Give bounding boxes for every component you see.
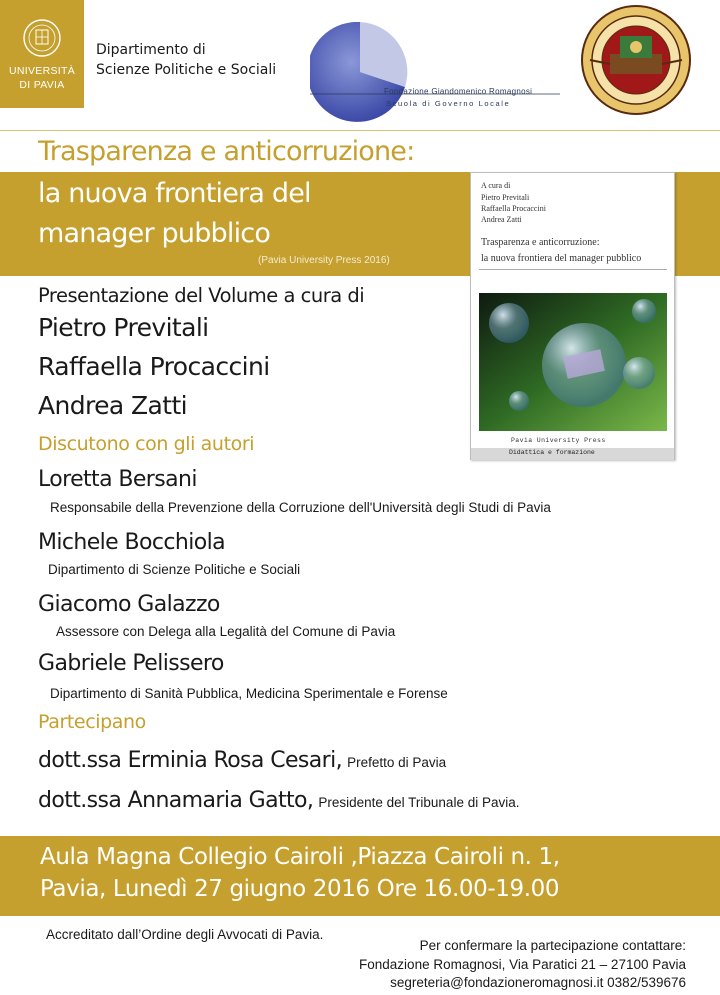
participant-role: Presidente del Tribunale di Pavia.: [318, 795, 520, 810]
venue-location: Aula Magna Collegio Cairoli ,Piazza Cairoli n. 1,: [40, 844, 560, 870]
participant-entry: [38, 788, 519, 813]
university-name-line2: DI PAVIA: [19, 79, 65, 91]
foundation-subtitle: Scuola di Governo Locale: [386, 99, 511, 108]
author-name: Andrea Zatti: [38, 391, 187, 420]
soap-bubble-banknote-image-icon: [479, 293, 667, 431]
book-author-1: Pietro Previtali: [481, 193, 530, 202]
book-title-line1: Trasparenza e anticorruzione:: [481, 237, 600, 248]
collegio-cairoli-seal-icon: [580, 4, 692, 116]
discussant-name: Gabriele Pelissero: [38, 651, 224, 676]
participants-heading: Partecipano: [38, 711, 146, 733]
department-line1: Dipartimento di: [96, 42, 206, 58]
book-divider: [479, 269, 667, 270]
publisher-note: (Pavia University Press 2016): [258, 255, 390, 266]
book-author-3: Andrea Zatti: [481, 215, 522, 224]
event-title-line1: Trasparenza e anticorruzione:: [38, 136, 415, 167]
participant-name: dott.ssa Erminia Rosa Cesari,: [38, 748, 342, 773]
contact-address: Fondazione Romagnosi, Via Paratici 21 – 27100 Pavia: [359, 957, 686, 972]
book-curator-label: A cura di: [481, 181, 511, 190]
participant-entry: [38, 748, 446, 773]
discussant-name: Loretta Bersani: [38, 467, 197, 492]
discussant-role: Assessore con Delega alla Legalità del Comune di Pavia: [56, 624, 396, 639]
university-crest-icon: [22, 18, 62, 58]
event-title-line3: manager pubblico: [38, 218, 271, 249]
contact-email-phone[interactable]: segreteria@fondazioneromagnosi.it 0382/539676: [390, 975, 686, 990]
book-author-2: Raffaella Procaccini: [481, 204, 546, 213]
discussants-heading: Discutono con gli autori: [38, 433, 255, 455]
header-divider: [0, 130, 720, 131]
presentation-intro: Presentazione del Volume a cura di: [38, 284, 365, 307]
book-cover: [470, 172, 675, 460]
foundation-name: Fondazione Giandomenico Romagnosi: [384, 87, 533, 96]
department-name: [96, 40, 276, 80]
book-series: Didattica e formazione: [509, 449, 595, 456]
confirm-instructions: Per confermare la partecipazione contattare:: [419, 938, 686, 953]
department-line2: Scienze Politiche e Sociali: [96, 62, 277, 78]
discussant-name: Giacomo Galazzo: [38, 592, 220, 617]
discussant-role: Dipartimento di Sanità Pubblica, Medicina Sperimentale e Forense: [50, 686, 448, 701]
discussant-role: Dipartimento di Scienze Politiche e Sociali: [48, 562, 301, 577]
author-name: Raffaella Procaccini: [38, 352, 270, 381]
discussant-name: Michele Bocchiola: [38, 530, 225, 555]
author-name: Pietro Previtali: [38, 313, 209, 342]
accreditation-note: Accreditato dall’Ordine degli Avvocati di Pavia.: [46, 927, 324, 942]
participant-name: dott.ssa Annamaria Gatto,: [38, 788, 314, 813]
event-title-line2: la nuova frontiera del: [38, 178, 311, 209]
participant-role: Prefetto di Pavia: [347, 755, 447, 770]
book-publisher: Pavia University Press: [511, 437, 606, 444]
university-name-line1: UNIVERSITÀ: [8, 65, 75, 77]
university-logo: [0, 0, 84, 108]
discussant-role: Responsabile della Prevenzione della Corruzione dell'Università degli Studi di Pavia: [50, 500, 551, 515]
venue-datetime: Pavia, Lunedì 27 giugno 2016 Ore 16.00-19.00: [40, 876, 560, 902]
book-title-line2: la nuova frontiera del manager pubblico: [481, 253, 642, 264]
